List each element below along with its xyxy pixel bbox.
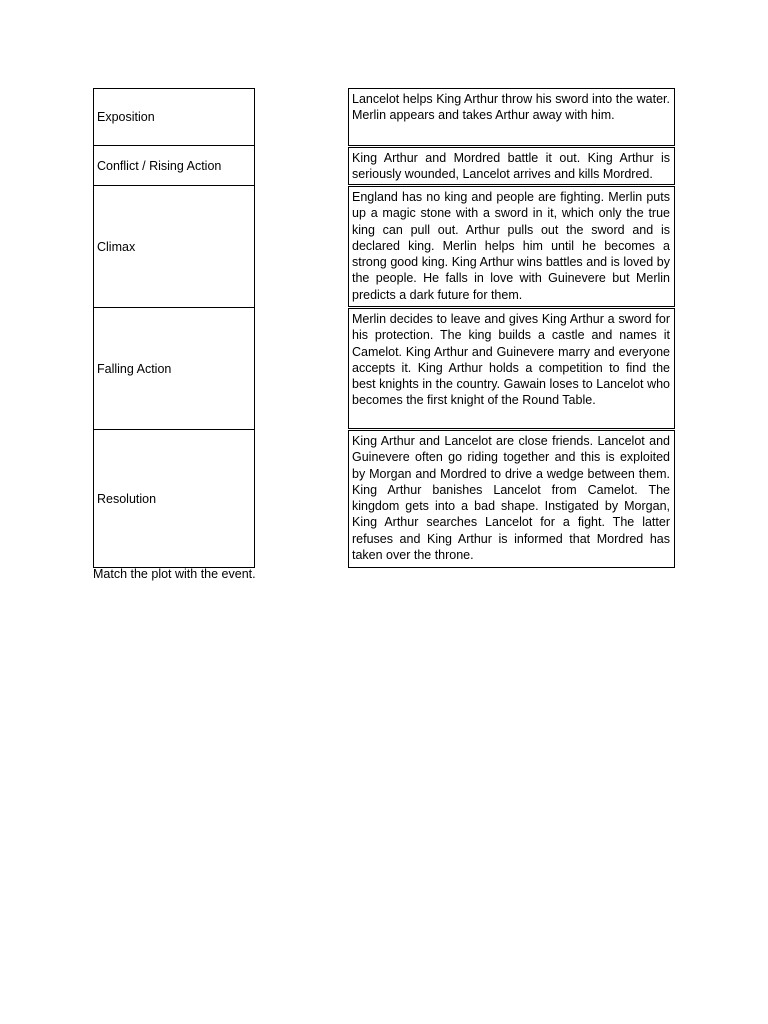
plot-part-exposition xyxy=(93,88,255,146)
plot-part-label: Resolution xyxy=(97,491,157,506)
event-box-4: Merlin decides to leave and gives King Arthur a sword for his protection. The king builds a castle and names it Camelot. King Arthur and Guinevere marry and everyone accepts it. King Arthur holds a competition to find the best knights in the country. Gawain loses to Lancelot who becomes the first knight of the Round Table. xyxy=(348,308,675,429)
event-box-5: King Arthur and Lancelot are close friends. Lancelot and Guinevere often go riding together and this is exploited by Morgan and Mordred to drive a wedge between them. King Arthur banishes Lancelot from Camelot. The kingdom gets into a bad shape. Instigated by Morgan, King Arthur searches Lancelot for a fight. The latter refuses and King Arthur is informed that Mordred has taken over the throne. xyxy=(348,430,675,568)
plot-part-label: Climax xyxy=(97,239,136,254)
plot-part-climax xyxy=(93,185,255,308)
plot-part-label: Falling Action xyxy=(97,361,172,376)
plot-part-label: Exposition xyxy=(97,110,155,124)
event-box-1: Lancelot helps King Arthur throw his sword into the water. Merlin appears and takes Arthur away with him. xyxy=(348,88,675,146)
plot-part-resolution xyxy=(93,429,255,568)
instruction-text: Match the plot with the event. xyxy=(93,567,256,581)
event-box-2: King Arthur and Mordred battle it out. King Arthur is seriously wounded, Lancelot arrives and kills Mordred. xyxy=(348,147,675,185)
plot-part-falling-action xyxy=(93,307,255,430)
event-box-3: England has no king and people are fighting. Merlin puts up a magic stone with a sword in it, which only the true king can pull out. Arthur pulls out the sword and is declared king. Merlin helps him until he becomes a strong good king. King Arthur wins battles and is loved by the people. He falls in love with Guinevere but Merlin predicts a dark future for them. xyxy=(348,186,675,307)
plot-part-conflict-rising-action xyxy=(93,145,255,186)
plot-part-label: Conflict / Rising Action xyxy=(97,158,222,173)
